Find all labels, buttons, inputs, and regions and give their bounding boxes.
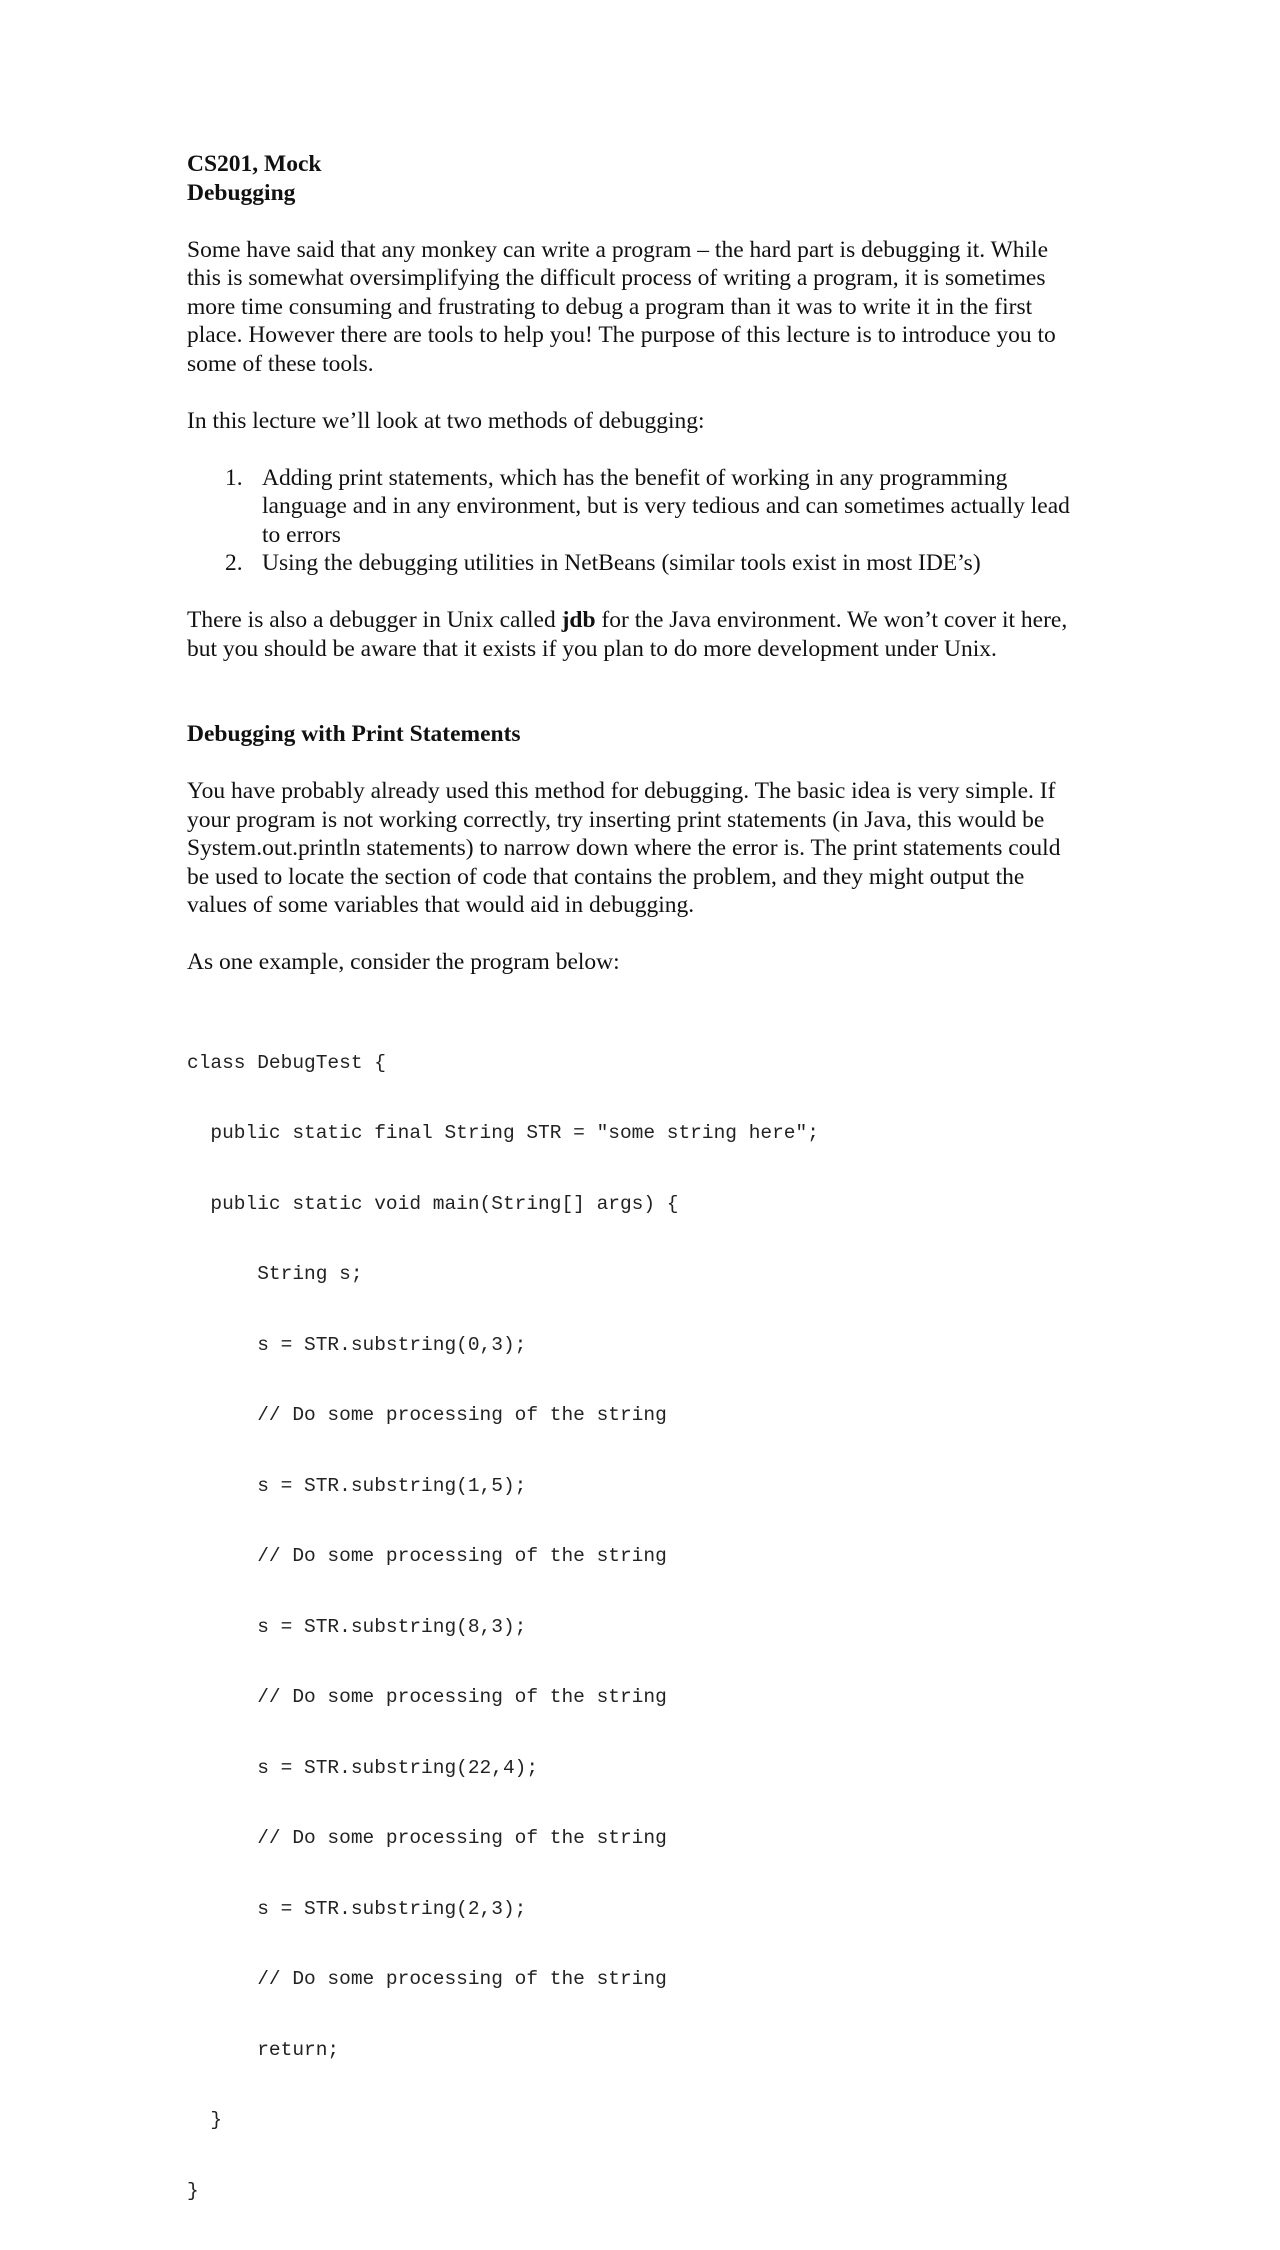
topic-title: Debugging	[187, 179, 1087, 208]
methods-list	[187, 464, 1087, 578]
code-line: // Do some processing of the string	[187, 1827, 1087, 1851]
code-line: s = STR.substring(0,3);	[187, 1334, 1087, 1358]
code-line: // Do some processing of the string	[187, 1545, 1087, 1569]
list-item	[187, 549, 1087, 578]
code-line: public static final String STR = "some string here";	[187, 1122, 1087, 1146]
list-item	[187, 464, 1087, 550]
list-item-text: Using the debugging utilities in NetBeans (similar tools exist in most IDE’s)	[262, 550, 981, 576]
code-line: class DebugTest {	[187, 1052, 1087, 1076]
code-line: s = STR.substring(22,4);	[187, 1757, 1087, 1781]
jdb-paragraph	[187, 606, 1087, 663]
jdb-term: jdb	[562, 607, 596, 633]
example-intro-paragraph: As one example, consider the program below:	[187, 948, 1087, 977]
list-item-text: Adding print statements, which has the benefit of working in any programming language and in any environment, but is very tedious and can sometimes actually lead to errors	[262, 465, 1070, 548]
code-line: // Do some processing of the string	[187, 1968, 1087, 1992]
code-line: return;	[187, 2039, 1087, 2063]
section-heading: Debugging with Print Statements	[187, 720, 1087, 749]
course-title: CS201, Mock	[187, 150, 1087, 179]
document-page	[187, 150, 1087, 2250]
code-line: s = STR.substring(2,3);	[187, 1898, 1087, 1922]
list-item-number: 2.	[225, 549, 243, 578]
jdb-text-after: for the Java environment. We won’t cover it here, but you should be aware that it exists if you plan to do more development under Unix.	[187, 607, 1067, 662]
print-debugging-paragraph: You have probably already used this method for debugging. The basic idea is very simple. If your program is not working correctly, try inserting print statements (in Java, this would be System.out.println statements) to narrow down where the error is. The print statements could be used to locate the section of code that contains the problem, and they might output the values of some variables that would aid in debugging.	[187, 777, 1087, 920]
intro-paragraph: Some have said that any monkey can write a program – the hard part is debugging it. While this is somewhat oversimplifying the difficult process of writing a program, it is sometimes more time consuming and frustrating to debug a program than it was to write it in the first place. However there are tools to help you! The purpose of this lecture is to introduce you to some of these tools.	[187, 236, 1087, 379]
code-line: // Do some processing of the string	[187, 1686, 1087, 1710]
code-line: s = STR.substring(1,5);	[187, 1475, 1087, 1499]
code-line: }	[187, 2180, 1087, 2204]
code-line: s = STR.substring(8,3);	[187, 1616, 1087, 1640]
jdb-text-before: There is also a debugger in Unix called	[187, 607, 562, 633]
document-title-block	[187, 150, 1087, 207]
code-line: // Do some processing of the string	[187, 1404, 1087, 1428]
code-line: public static void main(String[] args) {	[187, 1193, 1087, 1217]
methods-intro-paragraph: In this lecture we’ll look at two methods of debugging:	[187, 407, 1087, 436]
code-line: String s;	[187, 1263, 1087, 1287]
code-listing	[187, 1005, 1087, 2250]
code-line: }	[187, 2109, 1087, 2133]
list-item-number: 1.	[225, 464, 243, 493]
